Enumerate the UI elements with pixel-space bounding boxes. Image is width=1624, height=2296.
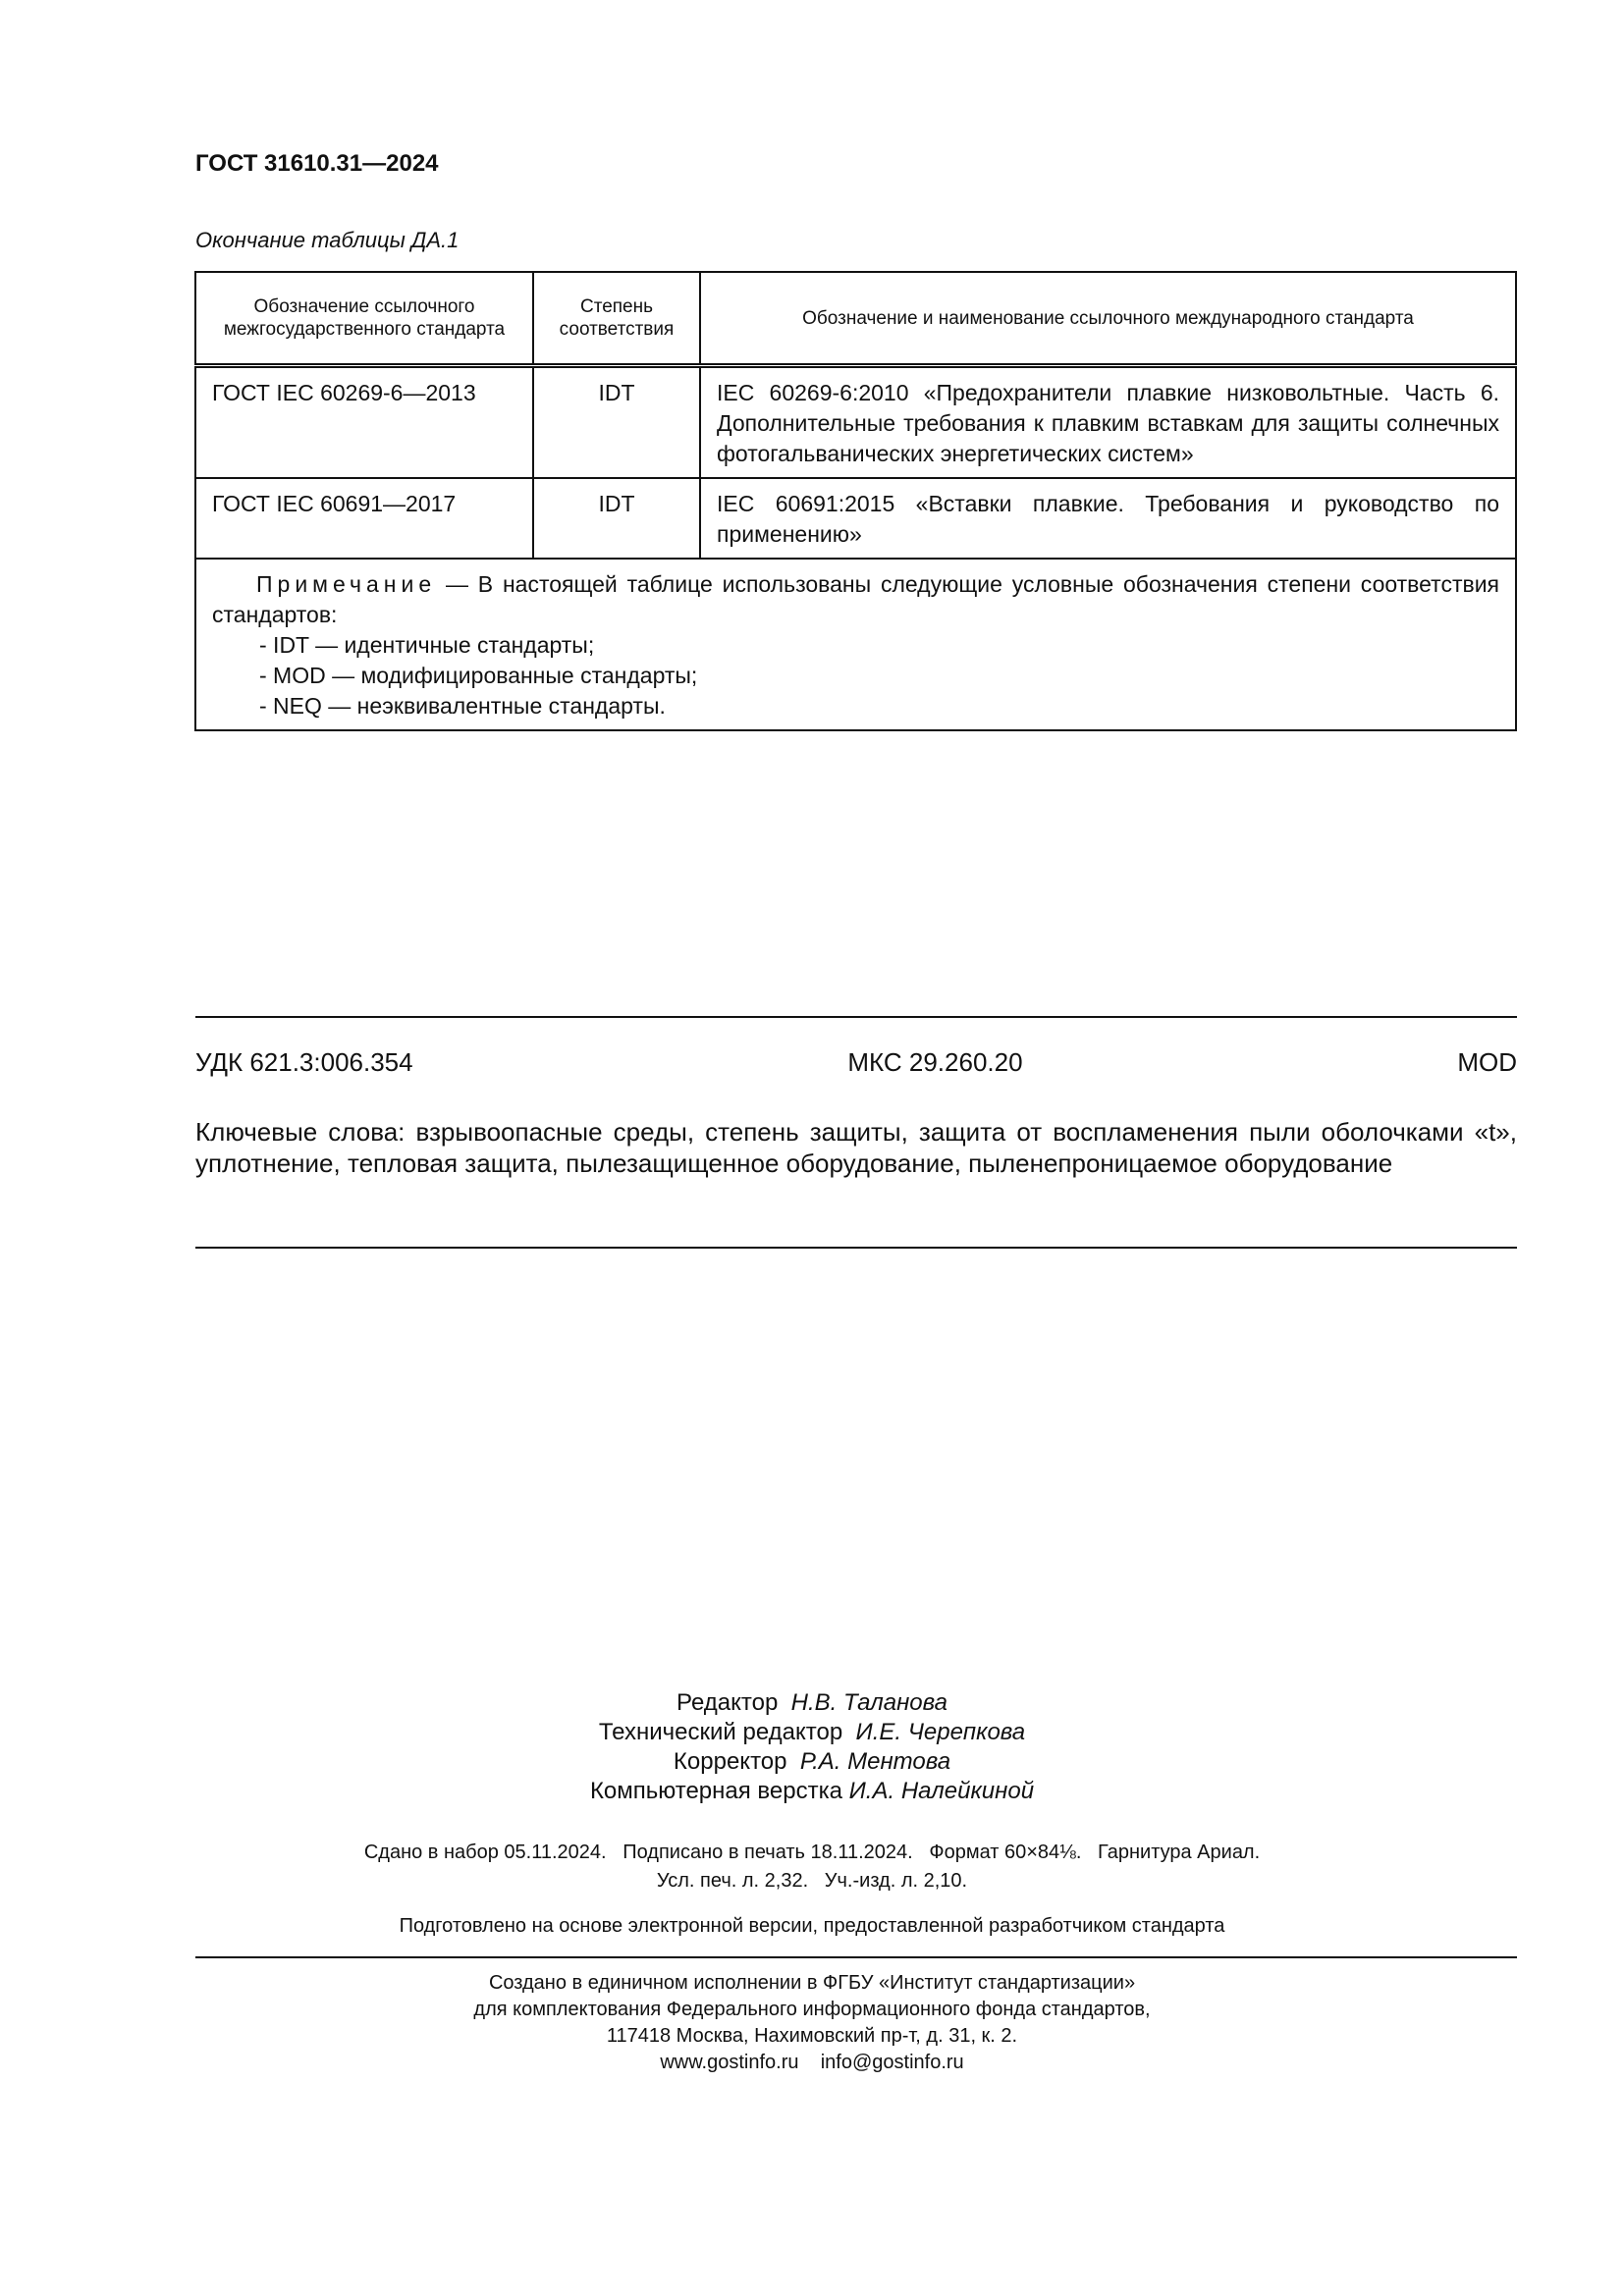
table-note (195, 559, 1516, 730)
credit-name: Р.А. Ментова (799, 1748, 951, 1775)
table-caption: Окончание таблицы ДА.1 (195, 228, 460, 252)
table-note-row (195, 559, 1516, 730)
note-item: - MOD — модифицированные стандарты; (259, 663, 698, 688)
credit-line (0, 1718, 1624, 1747)
publisher-line: Создано в единичном исполнении в ФГБУ «Институт стандартизации» (488, 1972, 1136, 1994)
classification-row (195, 1047, 1517, 1078)
mks-code: МКС 29.260.20 (847, 1047, 1023, 1077)
print-info (0, 1839, 1624, 1896)
credit-name: И.Е. Черепкова (855, 1719, 1026, 1745)
table-header-row (195, 272, 1516, 366)
international-standard-cell: IEC 60691:2015 «Вставки плавкие. Требования и руководство по применению» (700, 478, 1516, 559)
credit-name: И.А. Налейкиной (848, 1778, 1035, 1804)
note-text: — В настоящей таблице использованы следующие условные обозначения степени соответствия стандартов: (212, 571, 1500, 627)
credit-role: Технический редактор (598, 1719, 843, 1745)
table-row (195, 366, 1516, 479)
keywords: Ключевые слова: взрывоопасные среды, степень защиты, защита от воспламенения пыли оболочками «t», уплотнение, тепловая защита, пылезащищенное оборудование, пыленепроницаемое оборудование (195, 1117, 1517, 1178)
reference-standards-table (194, 271, 1517, 731)
credits-block (0, 1688, 1624, 1806)
publisher-line: 117418 Москва, Нахимовский пр-т, д. 31, к. 2. (606, 2025, 1018, 2047)
divider-top (195, 1016, 1517, 1018)
document-code: ГОСТ 31610.31—2024 (195, 150, 439, 177)
note-lead (212, 569, 1499, 630)
udk-code: УДК 621.3:006.354 (195, 1047, 413, 1077)
publisher-line: для комплектования Федерального информационного фонда стандартов, (473, 1999, 1151, 2020)
credit-line (0, 1688, 1624, 1718)
print-info-line: Усл. печ. л. 2,32. Уч.-изд. л. 2,10. (656, 1870, 968, 1892)
degree-cell: IDT (533, 366, 700, 479)
print-info-line: Сдано в набор 05.11.2024. Подписано в печать 18.11.2024. Формат 60×84⅛. Гарнитура Ариал. (363, 1842, 1261, 1863)
credit-name: Н.В. Таланова (790, 1689, 947, 1716)
interstate-standard-cell: ГОСТ IEC 60691—2017 (195, 478, 533, 559)
note-label: Примечание (256, 571, 437, 597)
note-item: - IDT — идентичные стандарты; (259, 632, 595, 658)
note-item: - NEQ — неэквивалентные стандарты. (259, 693, 666, 719)
table-row (195, 478, 1516, 559)
prepared-note: Подготовлено на основе электронной версии, предоставленной разработчиком стандарта (399, 1915, 1225, 1937)
credit-line (0, 1777, 1624, 1806)
credit-role: Корректор (673, 1748, 787, 1775)
column-header-interstate: Обозначение ссылочного межгосударственного стандарта (195, 272, 533, 366)
publisher-info (0, 1970, 1624, 2076)
column-header-international: Обозначение и наименование ссылочного международного стандарта (700, 272, 1516, 366)
divider-bottom (195, 1956, 1517, 1958)
degree-code: MOD (1457, 1047, 1517, 1077)
credit-line (0, 1747, 1624, 1777)
publisher-contacts: www.gostinfo.ru info@gostinfo.ru (660, 2052, 964, 2073)
column-header-degree: Степень соответствия (533, 272, 700, 366)
credit-role: Редактор (677, 1689, 779, 1716)
interstate-standard-cell: ГОСТ IEC 60269-6—2013 (195, 366, 533, 479)
degree-cell: IDT (533, 478, 700, 559)
international-standard-cell: IEC 60269-6:2010 «Предохранители плавкие низковольтные. Часть 6. Дополнительные требования к плавким вставкам для защиты солнечных фотогальванических энергетических систем» (700, 366, 1516, 479)
credit-role: Компьютерная верстка (589, 1778, 842, 1804)
divider-keywords (195, 1247, 1517, 1249)
